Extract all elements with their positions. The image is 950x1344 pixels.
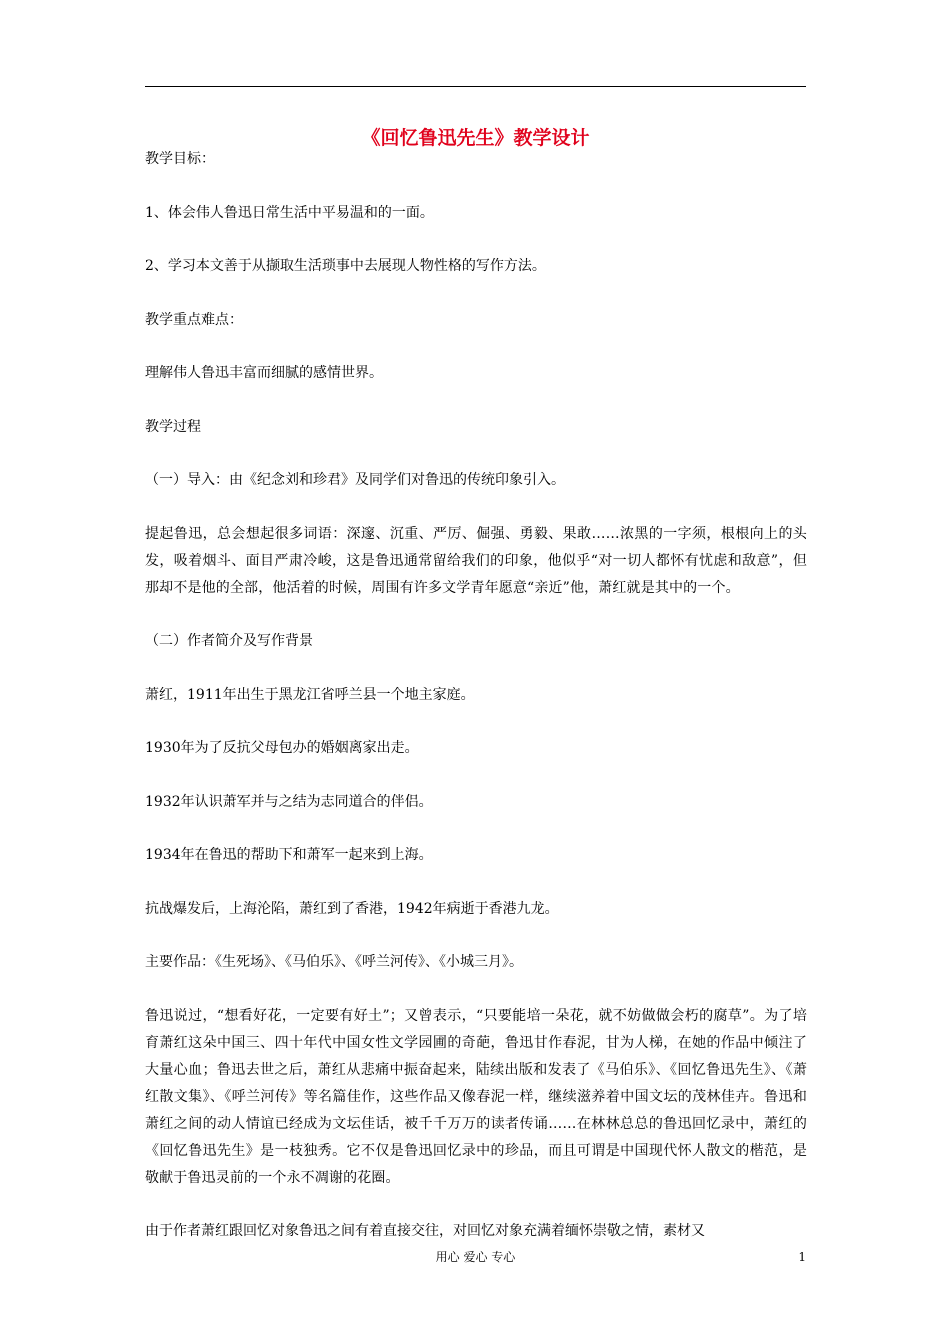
footer-motto: 用心 爱心 专心: [435, 1250, 516, 1264]
header-rule: [145, 86, 806, 87]
objective-item-1: 1、体会伟人鲁迅日常生活中平易温和的一面。: [145, 204, 434, 221]
section-heading-objectives: 教学目标：: [145, 151, 215, 167]
continuation-paragraph: 由于作者萧红跟回忆对象鲁迅之间有着直接交往，对回忆对象充满着缅怀崇敬之情，素材又: [145, 1223, 705, 1239]
step-2-author-background: （二）作者简介及写作背景: [145, 633, 313, 649]
section-heading-key-points: 教学重点难点：: [145, 311, 243, 328]
bio-line-1942: 抗战爆发后，上海沦陷，萧红到了香港，1942年病逝于香港九龙。: [145, 900, 559, 917]
bio-line-1911: 萧红，1911年出生于黑龙江省呼兰县一个地主家庭。: [145, 686, 475, 703]
background-paragraph: 鲁迅说过，“想看好花，一定要有好土”；又曾表示，“只要能培一朵花，就不妨做做会朽的腐草”。为了培育萧红这朵中国三、四十年代中国女性文学园圃的奇葩，鲁迅甘作春泥，甘为人梯，在她的作品中倾注了大量心血；鲁迅去世之后，萧红从悲痛中振奋起来，陆续出版和发表了《马伯乐》、《回忆鲁迅先生》、《萧红散文集》、《呼兰河传》等名篇佳作，这些作品又像春泥一样，继续滋养着中国文坛的茂林佳卉。鲁迅和萧红之间的动人情谊已经成为文坛佳话，被千千万万的读者传诵……在林林总总的鲁迅回忆录中，萧红的《回忆鲁迅先生》是一枝独秀。它不仅是鲁迅回忆录中的珍品，而且可谓是中国现代怀人散文的楷范，是敬献于鲁迅灵前的一个永不凋谢的花圈。: [145, 1007, 807, 1186]
bio-line-1934: 1934年在鲁迅的帮助下和萧军一起来到上海。: [145, 847, 433, 863]
objective-item-2: 2、学习本文善于从撷取生活琐事中去展现人物性格的写作方法。: [145, 258, 546, 274]
major-works: 主要作品：《生死场》、《马伯乐》、《呼兰河传》、《小城三月》。: [145, 954, 523, 970]
bio-line-1932: 1932年认识萧军并与之结为志同道合的伴侣。: [145, 793, 433, 810]
bio-line-1930: 1930年为了反抗父母包办的婚姻离家出走。: [145, 740, 419, 756]
introduction-paragraph: 提起鲁迅，总会想起很多词语：深邃、沉重、严厉、倔强、勇毅、果敢……浓黑的一字须，根根向上的头发，吸着烟斗、面目严肃冷峻，这是鲁迅通常留给我们的印象，他似乎“对一切人都怀有忧虑和敌意”，但那却不是他的全部，他活着的时候，周围有许多文学青年愿意“亲近”他，萧红就是其中的一个。: [145, 525, 807, 596]
page-number: 1: [798, 1250, 806, 1264]
step-1-introduction: （一）导入：由《纪念刘和珍君》及同学们对鲁迅的传统印象引入。: [145, 472, 565, 488]
key-point-text: 理解伟人鲁迅丰富而细腻的感情世界。: [145, 365, 383, 381]
page-title: 《回忆鲁迅先生》教学设计: [361, 127, 590, 149]
section-heading-process: 教学过程: [145, 418, 201, 435]
document-body: [145, 146, 807, 1272]
